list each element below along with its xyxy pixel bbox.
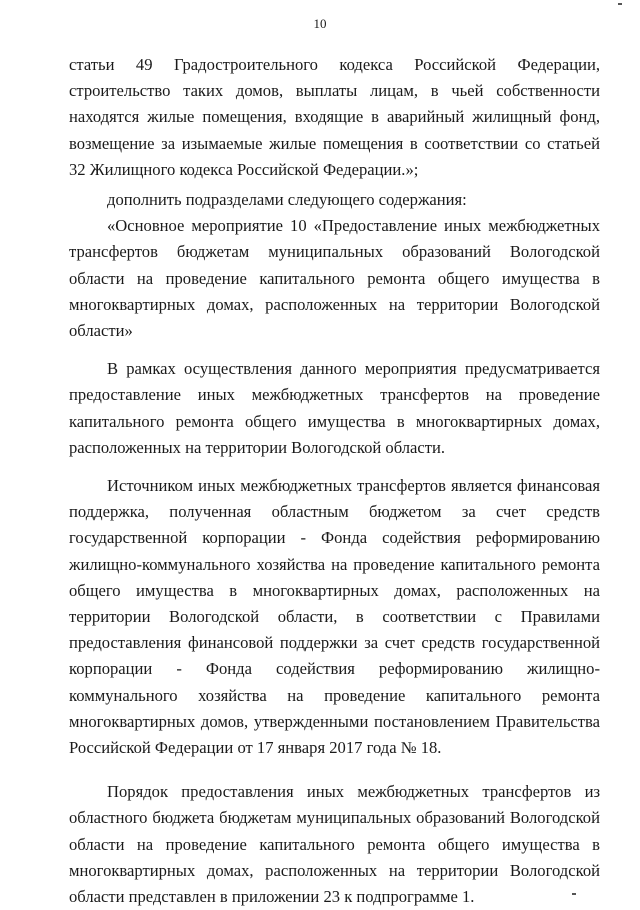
scan-speck — [618, 3, 622, 5]
paragraph-procedure: Порядок предоставления иных межбюджетных трансфертов из областного бюджета бюджетам муниципальных образований Вологодской области на проведение капитального ремонта общего имущества в многоквартирных домах, расположенных на территории Вологодской области представлен в приложении 23 к подпрограмме 1. — [69, 782, 600, 907]
scan-speck — [572, 893, 576, 895]
paragraph-amend-instruction: дополнить подразделами следующего содержания: — [107, 190, 467, 210]
document-body — [69, 52, 600, 910]
paragraph-funding-source: Источником иных межбюджетных трансфертов является финансовая поддержка, полученная областным бюджетом за счет средств государственной корпорации - Фонда содействия реформированию жилищно-коммунального хозяйства на проведение капитального ремонта общего имущества в многоквартирных домах, расположенных на территории Вологодской области, в соответствии с Правилами предоставления финансовой поддержки за счет средств государственной корпорации - Фонда содействия реформированию жилищно-коммунального хозяйства на проведение капитального ремонта многоквартирных домов, утвержденными постановлением Правительства Российской Федерации от 17 января 2017 года № 18. — [69, 476, 600, 758]
paragraph-section-heading: «Основное мероприятие 10 «Предоставление иных межбюджетных трансфертов бюджетам муниципальных образований Вологодской области на проведение капитального ремонта общего имущества в многоквартирных домах, расположенных на территории Вологодской области» — [69, 216, 600, 341]
paragraph-continuation: статьи 49 Градостроительного кодекса Российской Федерации, строительство таких домов, выплаты лицам, в чьей собственности находятся жилые помещения, входящие в аварийный жилищный фонд, возмещение за изымаемые жилые помещения в соответствии со статьей 32 Жилищного кодекса Российской Федерации.»; — [69, 55, 600, 179]
paragraph-measure-description: В рамках осуществления данного мероприятия предусматривается предоставление иных межбюджетных трансфертов на проведение капитального ремонта общего имущества в многоквартирных домах, расположенных на территории Вологодской области. — [69, 359, 600, 457]
page-number: 10 — [313, 16, 327, 31]
